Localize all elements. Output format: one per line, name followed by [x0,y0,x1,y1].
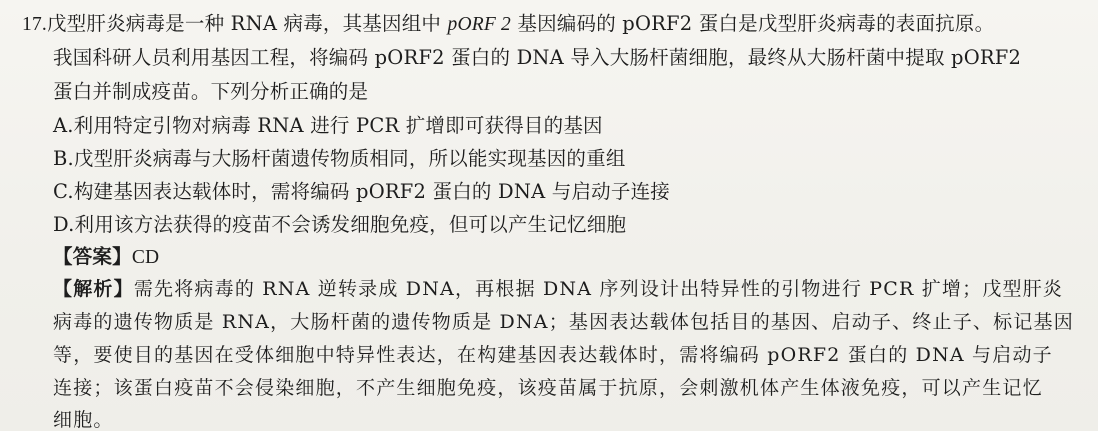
analysis-text-1: 需先将病毒的 RNA 逆转录成 DNA，再根据 DNA 序列设计出特异性的引物进行 PCR 扩增；戊型肝炎 [133,278,1064,300]
question-stem-part-2: 基因编码的 pORF2 蛋白是戊型肝炎病毒的表面抗原。 [511,12,995,35]
analysis-line-1 [53,274,1063,301]
option-a: A.利用特定引物对病毒 RNA 进行 PCR 扩增即可获得目的基因 [53,114,603,137]
question-stem-line-3: 蛋白并制成疫苗。下列分析正确的是 [53,80,369,103]
gene-name: pORF 2 [447,14,511,35]
question-number: 17. [22,14,47,35]
option-d: D.利用该方法获得的疫苗不会诱发细胞免疫，但可以产生记忆细胞 [53,213,627,236]
analysis-line-2: 病毒的遗传物质是 RNA，大肠杆菌的遗传物质是 DNA；基因表达载体包括目的基因、启动子、终止子、标记基因 [53,311,1074,333]
option-c: C.构建基因表达载体时，需将编码 pORF2 蛋白的 DNA 与启动子连接 [53,180,670,203]
option-b: B.戊型肝炎病毒与大肠杆菌遗传物质相同，所以能实现基因的重组 [53,147,626,170]
question-stem-line-1 [22,8,994,36]
analysis-line-3: 等，要使目的基因在受体细胞中特异性表达，在构建基因表达载体时，需将编码 pORF2 蛋白的 DNA 与启动子 [53,344,1053,366]
analysis-line-5: 细胞。 [53,409,114,431]
question-stem-part-1: 戊型肝炎病毒是一种 RNA 病毒，其基因组中 [46,12,448,35]
answer-value: CD [131,247,160,268]
analysis-label: 【解析】 [53,278,134,300]
answer-line [53,241,159,269]
question-stem-line-2: 我国科研人员利用基因工程，将编码 pORF2 蛋白的 DNA 导入大肠杆菌细胞，最终从大肠杆菌中提取 pORF2 [53,46,1022,69]
analysis-line-4: 连接；该蛋白疫苗不会侵染细胞，不产生细胞免疫，该疫苗属于抗原，会刺激机体产生体液免疫，可以产生记忆 [53,377,1043,399]
answer-label: 【答案】 [53,245,132,268]
